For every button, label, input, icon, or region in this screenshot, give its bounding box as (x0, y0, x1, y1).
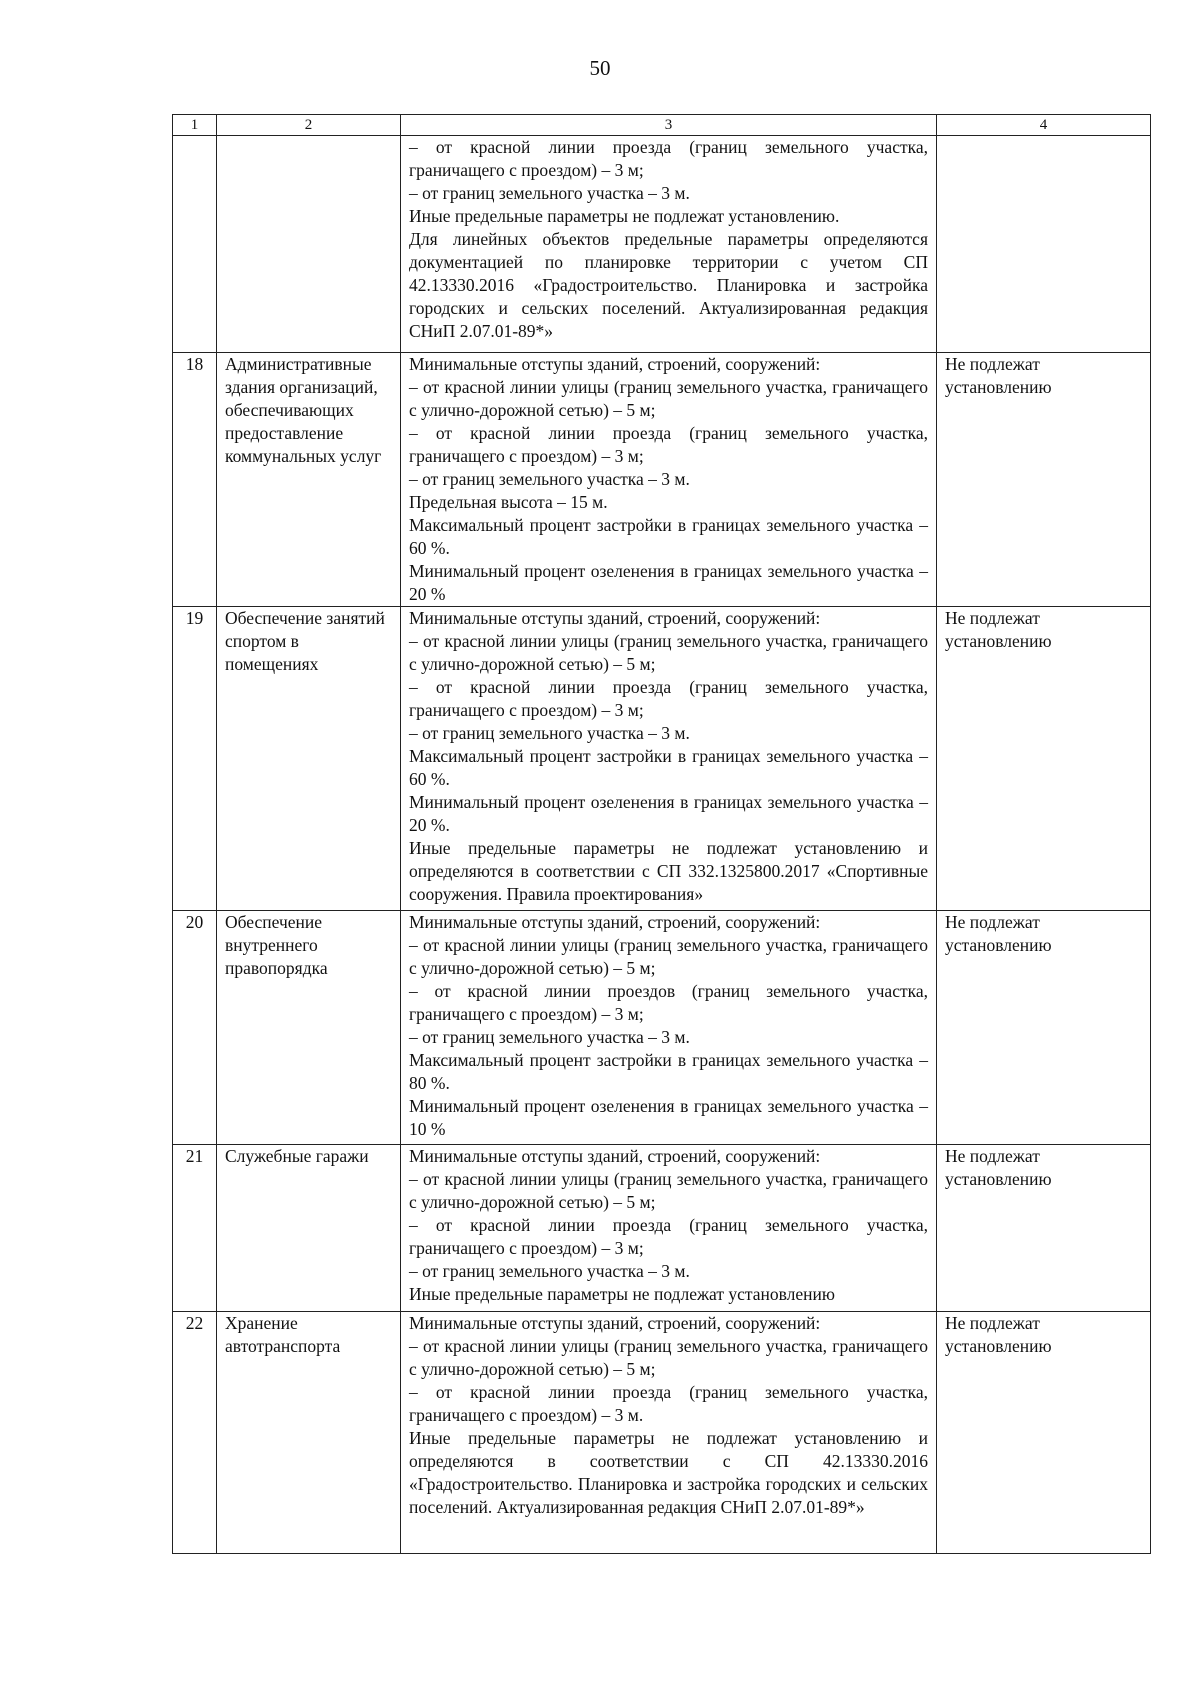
restrictions-note: Не подлежат установлению (937, 911, 1151, 1145)
page-number: 50 (589, 56, 611, 80)
parameter-line: – от красной линии улицы (границ земельного участка, граничащего с улично-дорожной сетью) – 5 м; (409, 377, 928, 420)
restrictions-note: Не подлежат установлению (937, 353, 1151, 607)
restrictions-note (937, 136, 1151, 353)
parameter-line: – от красной линии улицы (границ земельного участка, граничащего с улично-дорожной сетью) – 5 м; (409, 1336, 928, 1379)
parameter-line: – от красной линии проезда (границ земельного участка, граничащего с проездом) – 3 м. (409, 1382, 928, 1425)
row-number: 19 (173, 607, 217, 911)
restrictions-note: Не подлежат установлению (937, 607, 1151, 911)
land-use-type: Хранение автотранспорта (217, 1312, 401, 1554)
table-row (173, 911, 1151, 1145)
land-use-type: Обеспечение внутреннего правопорядка (217, 911, 401, 1145)
parameter-line: Иные предельные параметры не подлежат установлению и определяются в соответствии с СП 42.13330.2016 «Градостроительство. Планировка и застройка городских и сельских поселений. Актуализированная редакция СНиП 2.07.01-89*» (409, 1428, 928, 1517)
table-row (173, 1145, 1151, 1312)
parameter-line: Максимальный процент застройки в границах земельного участка – 60 %. (409, 746, 928, 789)
row-number: 22 (173, 1312, 217, 1554)
parameter-line: – от красной линии проезда (границ земельного участка, граничащего с проездом) – 3 м; (409, 423, 928, 466)
parameters-cell (401, 607, 937, 911)
land-use-type (217, 136, 401, 353)
table-row (173, 607, 1151, 911)
row-number: 18 (173, 353, 217, 607)
parameters-cell (401, 353, 937, 607)
parameter-line: – от красной линии улицы (границ земельного участка, граничащего с улично-дорожной сетью) – 5 м; (409, 631, 928, 674)
restrictions-note: Не подлежат установлению (937, 1145, 1151, 1312)
parameters-cell (401, 136, 937, 353)
parameter-line: Максимальный процент застройки в границах земельного участка – 80 %. (409, 1050, 928, 1093)
parameter-line: – от границ земельного участка – 3 м. (409, 723, 690, 743)
land-use-type: Административные здания организаций, обеспечивающих предоставление коммунальных услуг (217, 353, 401, 607)
parameter-line: Иные предельные параметры не подлежат установлению и определяются в соответствии с СП 332.1325800.2017 «Спортивные сооружения. Правила проектирования» (409, 838, 928, 904)
regulations-table (172, 114, 1151, 1554)
row-number: 20 (173, 911, 217, 1145)
parameters-cell (401, 1312, 937, 1554)
parameter-line: Предельная высота – 15 м. (409, 492, 608, 512)
parameter-line: – от границ земельного участка – 3 м. (409, 469, 690, 489)
parameter-line: – от красной линии проезда (границ земельного участка, граничащего с проездом) – 3 м; (409, 1215, 928, 1258)
parameter-line: – от границ земельного участка – 3 м. (409, 1261, 690, 1281)
parameter-line: – от границ земельного участка – 3 м. (409, 1027, 690, 1047)
parameter-line: Минимальные отступы зданий, строений, сооружений: (409, 354, 821, 374)
table-row (173, 1312, 1151, 1554)
row-number (173, 136, 217, 353)
parameter-line: Для линейных объектов предельные параметры определяются документацией по планировке территории с учетом СП 42.13330.2016 «Градостроительство. Планировка и застройка городских и сельских поселений. Актуализированная редакция СНиП 2.07.01-89*» (409, 229, 928, 341)
header-cell: 2 (217, 115, 401, 136)
header-cell: 1 (173, 115, 217, 136)
header-cell: 4 (937, 115, 1151, 136)
parameter-line: Минимальные отступы зданий, строений, сооружений: (409, 1146, 821, 1166)
table-header-row (173, 115, 1151, 136)
parameter-line: Иные предельные параметры не подлежат установлению. (409, 206, 840, 226)
parameter-line: – от красной линии улицы (границ земельного участка, граничащего с улично-дорожной сетью) – 5 м; (409, 935, 928, 978)
parameter-line: – от границ земельного участка – 3 м. (409, 183, 690, 203)
row-number: 21 (173, 1145, 217, 1312)
land-use-type: Обеспечение занятий спортом в помещениях (217, 607, 401, 911)
parameter-line: Минимальный процент озеленения в границах земельного участка – 20 %. (409, 792, 928, 835)
header-cell: 3 (401, 115, 937, 136)
parameter-line: Минимальный процент озеленения в границах земельного участка – 10 % (409, 1096, 928, 1139)
parameter-line: Максимальный процент застройки в границах земельного участка – 60 %. (409, 515, 928, 558)
parameter-line: – от красной линии проезда (границ земельного участка, граничащего с проездом) – 3 м; (409, 677, 928, 720)
parameter-line: – от красной линии проезда (границ земельного участка, граничащего с проездом) – 3 м; (409, 137, 928, 180)
table-row (173, 353, 1151, 607)
parameter-line: Иные предельные параметры не подлежат установлению (409, 1284, 835, 1304)
table-row (173, 136, 1151, 353)
parameters-cell (401, 1145, 937, 1312)
parameters-cell (401, 911, 937, 1145)
parameter-line: – от красной линии улицы (границ земельного участка, граничащего с улично-дорожной сетью) – 5 м; (409, 1169, 928, 1212)
parameter-line: Минимальный процент озеленения в границах земельного участка – 20 % (409, 561, 928, 604)
restrictions-note: Не подлежат установлению (937, 1312, 1151, 1554)
parameter-line: Минимальные отступы зданий, строений, сооружений: (409, 608, 821, 628)
land-use-type: Служебные гаражи (217, 1145, 401, 1312)
parameter-line: – от красной линии проездов (границ земельного участка, граничащего с проездом) – 3 м; (409, 981, 928, 1024)
parameter-line: Минимальные отступы зданий, строений, сооружений: (409, 1313, 821, 1333)
parameter-line: Минимальные отступы зданий, строений, сооружений: (409, 912, 821, 932)
